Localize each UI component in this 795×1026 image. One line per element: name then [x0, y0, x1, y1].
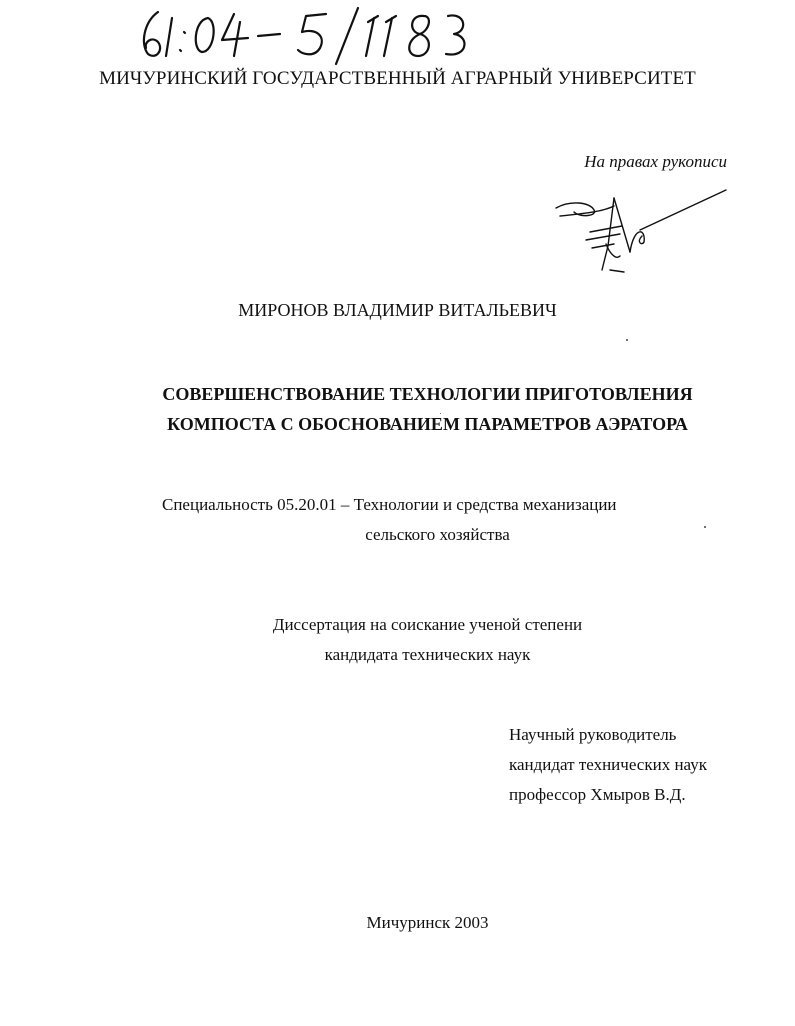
author-name: МИРОНОВ ВЛАДИМИР ВИТАЛЬЕВИЧ — [238, 300, 557, 320]
handwritten-call-number — [130, 4, 510, 68]
signature-scribble — [550, 186, 730, 278]
call-number-handwriting — [130, 4, 510, 68]
scan-speck — [704, 526, 706, 528]
city-and-year: Мичуринск 2003 — [366, 913, 489, 932]
specialty-line-1: Специальность 05.20.01 – Технологии и средства механизации — [162, 495, 617, 514]
author-signature — [550, 186, 730, 278]
university-name: МИЧУРИНСКИЙ ГОСУДАРСТВЕННЫЙ АГРАРНЫЙ УНИВЕРСИТЕТ — [99, 68, 696, 89]
advisor-role: Научный руководитель — [509, 725, 677, 744]
dissertation-title-line-2: КОМПОСТА С ОБОСНОВАНИЕМ ПАРАМЕТРОВ АЭРАТОРА — [167, 414, 688, 434]
scan-speck — [626, 339, 628, 341]
manuscript-rights-note: На правах рукописи — [584, 152, 727, 171]
scan-speck — [440, 413, 441, 414]
advisor-name: профессор Хмыров В.Д. — [509, 785, 686, 804]
specialty-line-2: сельского хозяйства — [365, 525, 510, 544]
dissertation-title-line-1: СОВЕРШЕНСТВОВАНИЕ ТЕХНОЛОГИИ ПРИГОТОВЛЕНИЯ — [162, 384, 693, 404]
advisor-degree: кандидат технических наук — [509, 755, 707, 774]
degree-line-1: Диссертация на соискание ученой степени — [272, 615, 583, 634]
degree-line-2: кандидата технических наук — [324, 645, 531, 664]
